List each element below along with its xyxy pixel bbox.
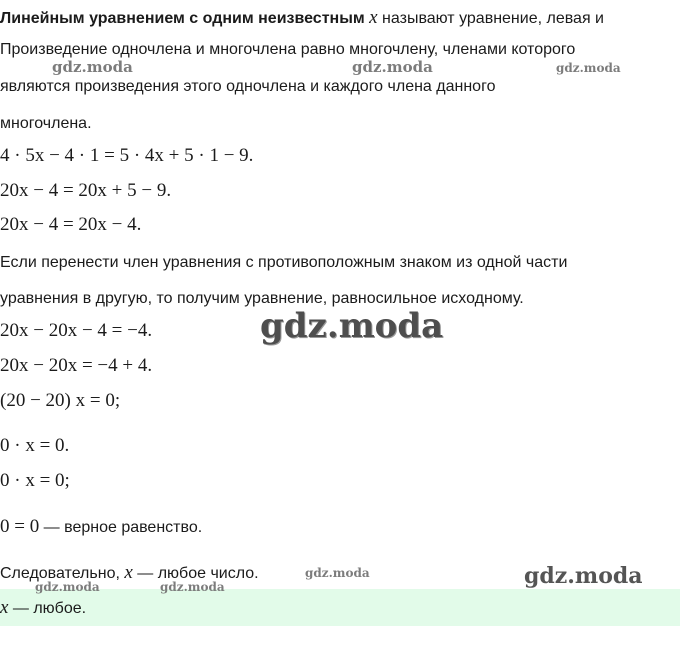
answer-text: — любое. [12,600,87,617]
rule-line-2: являются произведения этого одночлена и каждого члена данного [0,78,496,95]
answer-variable: x [0,597,9,618]
equation-2: 20x − 4 = 20x + 5 − 9. [0,180,172,201]
equality-math: 0 = 0 [0,516,40,537]
equation-1: 4 · 5x − 4 · 1 = 5 · 4x + 5 · 1 − 9. [0,145,254,166]
watermark: gdz.moda [305,566,370,580]
transfer-rule-line-2: уравнения в другую, то получим уравнение, равносильное исходному. [0,290,524,307]
rule-line-1: Произведение одночлена и многочлена равно многочлену, членами которого [0,41,576,58]
watermark: gdz.moda [352,58,433,76]
watermark: gdz.moda [260,306,444,346]
conclusion-rest: — любое число. [137,565,259,582]
definition-line [0,8,604,29]
watermark: gdz.moda [52,58,133,76]
equation-7: 0 · x = 0. [0,435,70,456]
equation-6: (20 − 20) x = 0; [0,390,121,411]
watermark: gdz.moda [556,61,621,75]
definition-term: Линейным уравнением с одним неизвестным [0,10,365,27]
transfer-rule-line-1: Если перенести член уравнения с противоположным знаком из одной части [0,254,568,271]
watermark: gdz.moda [524,563,643,589]
variable-x: x [369,7,378,28]
equality-comment: — верное равенство. [43,519,203,536]
true-equality-line [0,516,202,538]
answer-line [0,598,86,619]
equation-5: 20x − 20x = −4 + 4. [0,355,153,376]
watermark: gdz.moda [160,580,225,594]
answer-box [0,589,680,626]
conclusion-variable: x [124,562,133,583]
equation-8: 0 · x = 0; [0,470,70,491]
rule-line-3: многочлена. [0,115,92,132]
equation-3: 20x − 4 = 20x − 4. [0,214,142,235]
definition-rest: называют уравнение, левая и [382,10,604,27]
watermark: gdz.moda [35,580,100,594]
equation-4: 20x − 20x − 4 = −4. [0,320,153,341]
conclusion-lead: Следовательно, [0,565,120,582]
